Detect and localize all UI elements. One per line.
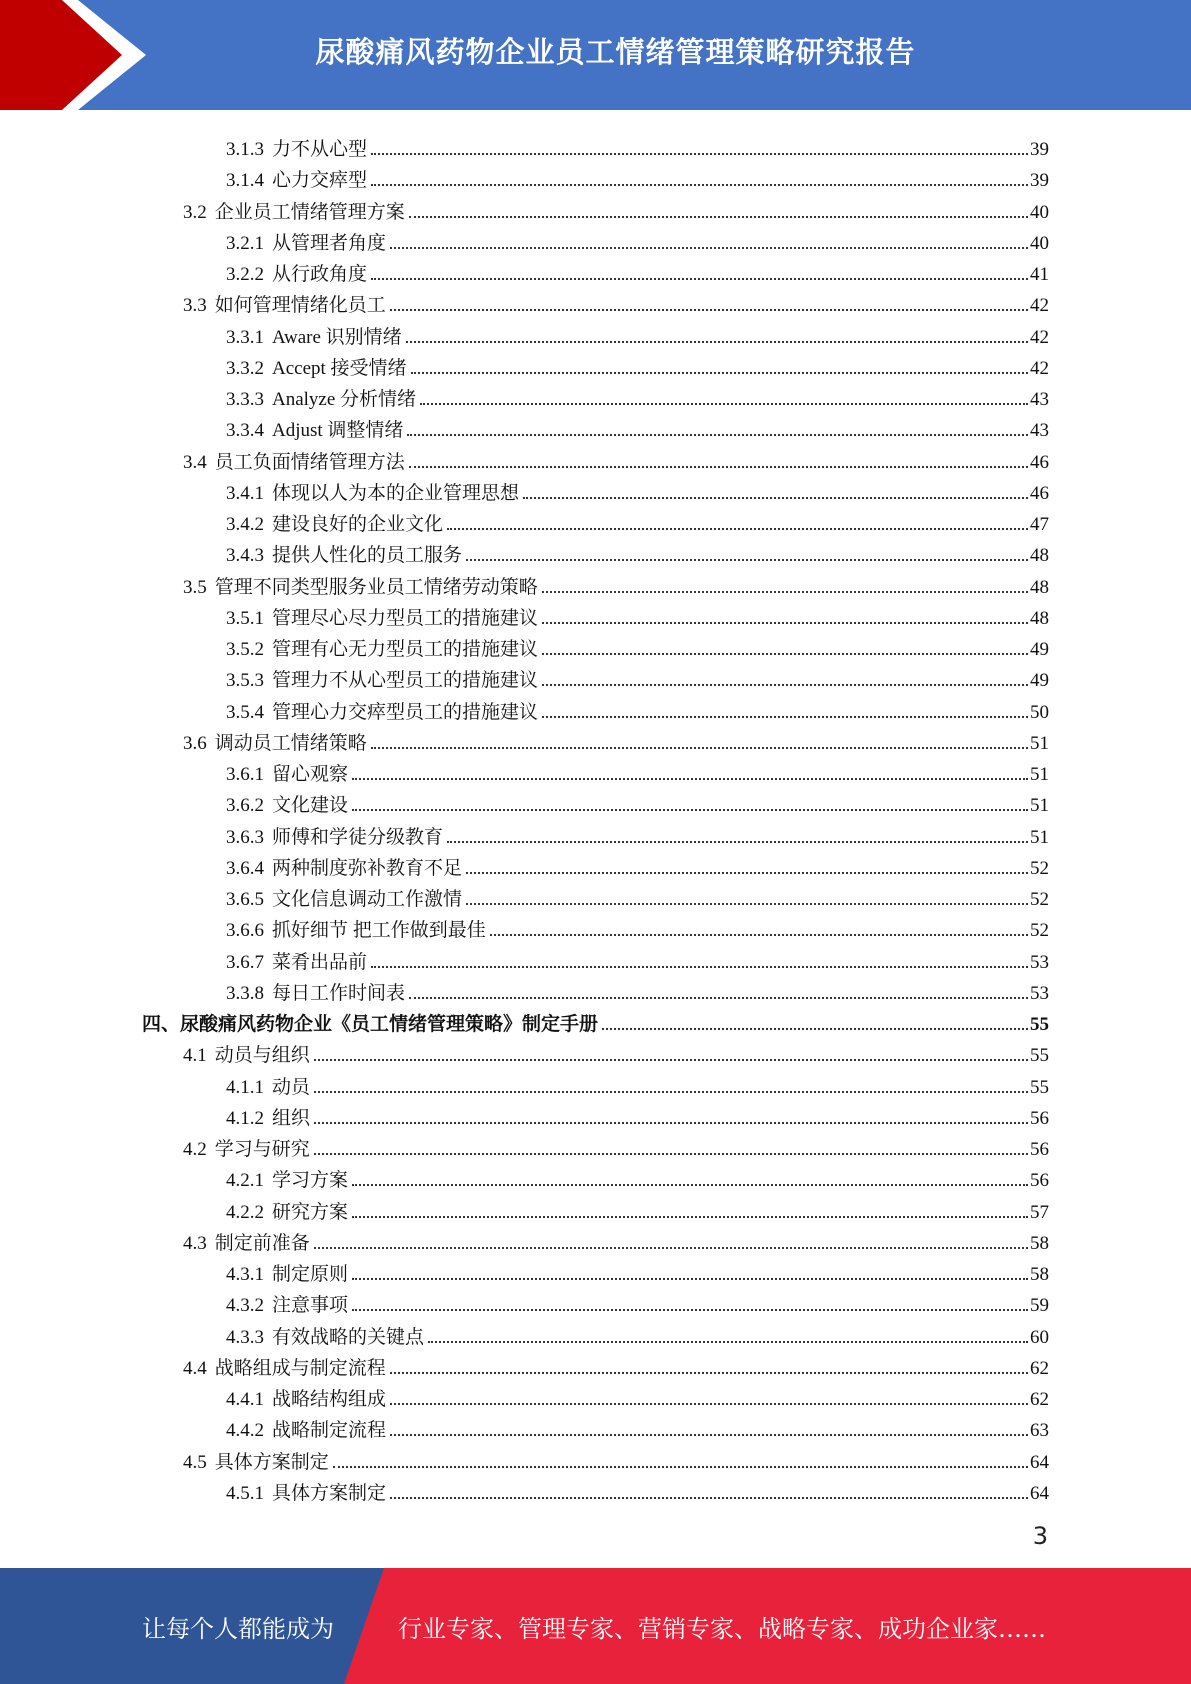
toc-dot-leader: [407, 433, 1028, 436]
toc-entry-title: 战略结构组成: [272, 1389, 387, 1410]
toc-entry-page: 43: [1030, 420, 1049, 442]
toc-entry-number: 4.2.2: [226, 1201, 264, 1223]
toc-entry-number: 3.6.4: [226, 857, 264, 879]
toc-entry-page: 51: [1030, 826, 1049, 848]
toc-dot-leader: [314, 1058, 1028, 1061]
toc-dot-leader: [602, 1027, 1028, 1030]
toc-entry-page: 40: [1030, 201, 1049, 223]
toc-entry[interactable]: [183, 284, 1049, 315]
toc-entry[interactable]: [226, 1066, 1049, 1097]
toc-entry-page: 51: [1030, 795, 1049, 817]
toc-entry-title: 具体方案制定: [272, 1482, 387, 1504]
toc-entry[interactable]: [226, 316, 1049, 347]
toc-entry-title: 建设良好的企业文化: [272, 514, 444, 535]
toc-entry[interactable]: [226, 409, 1049, 440]
toc-dot-leader: [411, 371, 1028, 374]
toc-dot-leader: [447, 840, 1028, 843]
toc-entry[interactable]: [226, 1472, 1049, 1503]
toc-entry[interactable]: [226, 847, 1049, 878]
toc-entry-title: 动员: [272, 1076, 311, 1098]
toc-dot-leader: [466, 871, 1028, 874]
toc-entry-title: Accept 接受情绪: [272, 357, 407, 379]
toc-dot-leader: [314, 1246, 1028, 1249]
toc-entry-number: 4.4: [183, 1357, 207, 1379]
toc-entry[interactable]: [226, 972, 1049, 1003]
toc-entry-title: 注意事项: [272, 1295, 349, 1317]
toc-entry-title: 抓好细节 把工作做到最佳: [272, 920, 486, 942]
toc-entry-page: 48: [1030, 545, 1049, 567]
toc-entry-page: 59: [1030, 1295, 1049, 1317]
toc-dot-leader: [542, 590, 1028, 593]
toc-entry[interactable]: [226, 1159, 1049, 1190]
toc-entry[interactable]: [183, 1128, 1049, 1159]
toc-entry-number: 3.6.6: [226, 920, 264, 942]
toc-entry-number: 3.6.1: [226, 764, 264, 785]
toc-entry-page: 49: [1030, 639, 1049, 660]
toc-entry-number: 3.6.2: [226, 795, 264, 817]
toc-dot-leader: [447, 527, 1028, 530]
toc-entry-page: 50: [1030, 701, 1049, 723]
toc-entry[interactable]: [226, 784, 1049, 815]
toc-entry-title: 如何管理情绪化员工: [214, 295, 386, 317]
toc-entry[interactable]: [226, 347, 1049, 378]
toc-dot-leader: [333, 1465, 1028, 1468]
toc-entry-number: 四、: [142, 1014, 181, 1035]
toc-entry-number: 3.5.4: [226, 701, 264, 723]
toc-dot-leader: [314, 1090, 1028, 1093]
toc-entry-page: 58: [1030, 1264, 1049, 1285]
toc-entry[interactable]: [226, 1284, 1049, 1315]
toc-entry[interactable]: [183, 722, 1049, 753]
toc-dot-leader: [314, 1152, 1028, 1155]
toc-entry-number: 4.4.1: [226, 1389, 264, 1410]
toc-entry[interactable]: [183, 1034, 1049, 1065]
toc-entry-page: 46: [1030, 451, 1049, 473]
toc-entry[interactable]: [226, 472, 1049, 503]
toc-entry-title: 菜肴出品前: [272, 951, 368, 973]
toc-entry-page: 42: [1030, 357, 1049, 379]
toc-dot-leader: [390, 308, 1028, 311]
toc-entry-page: 49: [1030, 670, 1049, 692]
toc-dot-leader: [409, 215, 1028, 218]
toc-entry-number: 4.4.2: [226, 1420, 264, 1442]
toc-entry-page: 64: [1030, 1451, 1049, 1473]
toc-dot-leader: [352, 1277, 1028, 1280]
toc-entry-title: 管理心力交瘁型员工的措施建议: [272, 701, 539, 723]
toc-entry[interactable]: [226, 909, 1049, 940]
toc-entry[interactable]: [183, 441, 1049, 472]
toc-dot-leader: [490, 933, 1028, 936]
toc-entry-title: 动员与组织: [214, 1045, 310, 1067]
toc-entry[interactable]: [226, 159, 1049, 190]
page-number: 3: [1032, 1522, 1048, 1550]
toc-entry[interactable]: [226, 753, 1049, 784]
toc-entry-number: 3.3.4: [226, 420, 264, 442]
toc-dot-leader: [352, 1215, 1028, 1218]
footer-slogan-left: 让每个人都能成为: [142, 1614, 334, 1643]
toc-entry-number: 4.1.1: [226, 1076, 264, 1098]
toc-entry-title: 制定前准备: [214, 1232, 310, 1254]
toc-entry[interactable]: [226, 1191, 1049, 1222]
toc-entry-number: 3.3.1: [226, 326, 264, 348]
toc-entry-number: 3.6.7: [226, 951, 264, 973]
toc-entry-number: 4.5: [183, 1451, 207, 1473]
toc-entry-number: 3.1.4: [226, 170, 264, 192]
toc-entry[interactable]: [226, 128, 1049, 159]
toc-entry-page: 56: [1030, 1107, 1049, 1129]
toc-entry[interactable]: [183, 191, 1049, 222]
toc-dot-leader: [352, 777, 1028, 780]
toc-entry-number: 4.5.1: [226, 1482, 264, 1504]
toc-entry[interactable]: [226, 1253, 1049, 1284]
toc-entry-number: 3.6.3: [226, 826, 264, 848]
toc-entry-title: 体现以人为本的企业管理思想: [272, 482, 520, 504]
toc-entry-title: 战略制定流程: [272, 1420, 387, 1442]
toc-entry-title: 有效战略的关键点: [272, 1326, 425, 1348]
toc-entry-page: 62: [1030, 1389, 1049, 1410]
toc-entry-page: 53: [1030, 951, 1049, 973]
toc-dot-leader: [409, 996, 1028, 999]
toc-entry-page: 56: [1030, 1170, 1049, 1192]
toc-entry-number: 3.2: [183, 201, 207, 223]
toc-entry-page: 47: [1030, 514, 1049, 535]
toc-entry-number: 4.2.1: [226, 1170, 264, 1192]
toc-dot-leader: [371, 152, 1028, 155]
toc-entry-title: 具体方案制定: [214, 1451, 329, 1473]
toc-entry-title: Aware 识别情绪: [272, 326, 402, 348]
toc-dot-leader: [542, 715, 1028, 718]
toc-entry-number: 3.4.2: [226, 514, 264, 535]
toc-dot-leader: [428, 1340, 1028, 1343]
toc-entry-title: 调动员工情绪策略: [214, 732, 367, 754]
toc-entry-page: 46: [1030, 482, 1049, 504]
toc-entry[interactable]: [183, 1222, 1049, 1253]
toc-entry[interactable]: [226, 597, 1049, 628]
toc-dot-leader: [542, 683, 1028, 686]
toc-entry-number: 3.6.5: [226, 889, 264, 910]
toc-entry-title: 两种制度弥补教育不足: [272, 857, 463, 879]
toc-entry-page: 43: [1030, 389, 1049, 410]
toc-dot-leader: [420, 402, 1028, 405]
toc-entry-number: 3.5.2: [226, 639, 264, 660]
toc-entry-page: 52: [1030, 889, 1049, 910]
toc-entry-number: 3.1.3: [226, 139, 264, 160]
toc-entry-number: 3.5.1: [226, 607, 264, 629]
toc-entry-number: 3.3.8: [226, 982, 264, 1004]
toc-entry-number: 3.4.1: [226, 482, 264, 504]
toc-entry-title: 从行政角度: [272, 264, 368, 285]
toc-dot-leader: [406, 340, 1028, 343]
toc-entry-title: 心力交瘁型: [272, 170, 368, 192]
toc-entry[interactable]: [226, 1378, 1049, 1409]
toc-entry-title: 提供人性化的员工服务: [272, 545, 463, 567]
toc-entry-title: 学习方案: [272, 1170, 349, 1192]
toc-entry-title: Adjust 调整情绪: [272, 420, 404, 442]
toc-entry-title: 管理尽心尽力型员工的措施建议: [272, 607, 539, 629]
toc-entry-number: 3.2.2: [226, 264, 264, 285]
toc-entry-number: 4.1: [183, 1045, 207, 1067]
toc-entry-number: 3.2.1: [226, 232, 264, 254]
toc-entry-title: 员工负面情绪管理方法: [214, 451, 405, 473]
toc-entry-page: 57: [1030, 1201, 1049, 1223]
toc-entry-page: 62: [1030, 1357, 1049, 1379]
toc-entry-title: 每日工作时间表: [272, 982, 406, 1004]
toc-entry[interactable]: [226, 222, 1049, 253]
toc-dot-leader: [542, 652, 1028, 655]
toc-entry[interactable]: [226, 1097, 1049, 1128]
toc-entry-page: 55: [1030, 1014, 1049, 1035]
toc-entry-page: 55: [1030, 1045, 1049, 1067]
toc-entry-page: 60: [1030, 1326, 1049, 1348]
toc-entry[interactable]: [226, 816, 1049, 847]
toc-entry-title: 从管理者角度: [272, 232, 387, 254]
toc-entry-title: 组织: [272, 1107, 311, 1129]
page-header: [0, 0, 1191, 110]
toc-entry[interactable]: [226, 1409, 1049, 1440]
toc-entry-page: 52: [1030, 920, 1049, 942]
toc-entry[interactable]: [226, 503, 1049, 534]
toc-dot-leader: [371, 183, 1028, 186]
toc-entry[interactable]: [226, 534, 1049, 565]
toc-entry[interactable]: [183, 1347, 1049, 1378]
toc-entry-number: 3.3: [183, 295, 207, 317]
document-title: 尿酸痛风药物企业员工情绪管理策略研究报告: [315, 34, 916, 69]
toc-entry-page: 41: [1030, 264, 1049, 285]
toc-dot-leader: [352, 808, 1028, 811]
toc-entry-title: Analyze 分析情绪: [272, 389, 417, 410]
toc-entry-number: 3.6: [183, 732, 207, 754]
toc-entry-page: 58: [1030, 1232, 1049, 1254]
toc-entry-number: 3.3.2: [226, 357, 264, 379]
toc-dot-leader: [390, 246, 1028, 249]
toc-entry-page: 56: [1030, 1139, 1049, 1160]
toc-entry[interactable]: [226, 878, 1049, 909]
toc-entry-title: 管理有心无力型员工的措施建议: [272, 639, 539, 660]
toc-entry-number: 4.3: [183, 1232, 207, 1254]
toc-entry-number: 4.3.2: [226, 1295, 264, 1317]
toc-entry[interactable]: [183, 1441, 1049, 1472]
toc-entry[interactable]: [226, 659, 1049, 690]
toc-dot-leader: [390, 1371, 1028, 1374]
toc-entry-number: 4.1.2: [226, 1107, 264, 1129]
toc-dot-leader: [390, 1433, 1028, 1436]
toc-entry[interactable]: [226, 378, 1049, 409]
toc-entry-title: 留心观察: [272, 764, 349, 785]
page-footer: [0, 1568, 1191, 1684]
toc-entry-page: 42: [1030, 295, 1049, 317]
toc-entry-page: 40: [1030, 232, 1049, 254]
toc-entry-title: 学习与研究: [214, 1139, 310, 1160]
toc-dot-leader: [523, 496, 1028, 499]
toc-dot-leader: [390, 1402, 1028, 1405]
toc-entry-page: 64: [1030, 1482, 1049, 1504]
toc-entry-page: 51: [1030, 764, 1049, 785]
toc-entry-title: 文化建设: [272, 795, 349, 817]
toc-dot-leader: [352, 1183, 1028, 1186]
toc-entry-number: 4.2: [183, 1139, 207, 1160]
toc-entry[interactable]: [226, 941, 1049, 972]
toc-dot-leader: [371, 965, 1028, 968]
toc-entry-title: 尿酸痛风药物企业《员工情绪管理策略》制定手册: [180, 1014, 599, 1035]
toc-dot-leader: [352, 1308, 1028, 1311]
toc-entry-number: 3.3.3: [226, 389, 264, 410]
toc-entry[interactable]: [226, 253, 1049, 284]
toc-entry-number: 3.4: [183, 451, 207, 473]
toc-entry-page: 51: [1030, 732, 1049, 754]
footer-slogan-right: 行业专家、管理专家、营销专家、战略专家、成功企业家……: [398, 1614, 1046, 1643]
toc-entry-page: 48: [1030, 607, 1049, 629]
toc-dot-leader: [466, 558, 1028, 561]
toc-entry-page: 55: [1030, 1076, 1049, 1098]
toc-entry-page: 42: [1030, 326, 1049, 348]
toc-entry-title: 制定原则: [272, 1264, 349, 1285]
toc-entry[interactable]: [226, 1316, 1049, 1347]
toc-entry-number: 3.4.3: [226, 545, 264, 567]
toc-dot-leader: [314, 1121, 1028, 1124]
toc-entry-page: 52: [1030, 857, 1049, 879]
toc-entry-title: 师傅和学徒分级教育: [272, 826, 444, 848]
toc-entry-title: 企业员工情绪管理方案: [214, 201, 405, 223]
toc-entry-title: 战略组成与制定流程: [214, 1357, 386, 1379]
toc-entry-page: 63: [1030, 1420, 1049, 1442]
toc-entry[interactable]: [226, 691, 1049, 722]
toc-dot-leader: [371, 277, 1028, 280]
toc-entry-number: 3.5.3: [226, 670, 264, 692]
toc-entry-title: 管理不同类型服务业员工情绪劳动策略: [214, 576, 538, 598]
toc-entry[interactable]: [183, 566, 1049, 597]
toc-entry-title: 研究方案: [272, 1201, 349, 1223]
toc-dot-leader: [542, 621, 1028, 624]
toc-dot-leader: [466, 902, 1028, 905]
toc-entry[interactable]: [226, 628, 1049, 659]
toc-entry-page: 39: [1030, 170, 1049, 192]
toc-entry-number: 3.5: [183, 576, 207, 598]
toc-entry[interactable]: [142, 1003, 1049, 1034]
toc-entry-title: 文化信息调动工作激情: [272, 889, 463, 910]
toc-entry-title: 管理力不从心型员工的措施建议: [272, 670, 539, 692]
toc-dot-leader: [409, 465, 1028, 468]
toc-entry-page: 39: [1030, 139, 1049, 160]
toc-entry-number: 4.3.1: [226, 1264, 264, 1285]
toc-entry-page: 48: [1030, 576, 1049, 598]
toc-entry-number: 4.3.3: [226, 1326, 264, 1348]
toc-dot-leader: [390, 1496, 1028, 1499]
toc-entry-page: 53: [1030, 982, 1049, 1004]
toc-dot-leader: [371, 746, 1028, 749]
toc-entry-title: 力不从心型: [272, 139, 368, 160]
